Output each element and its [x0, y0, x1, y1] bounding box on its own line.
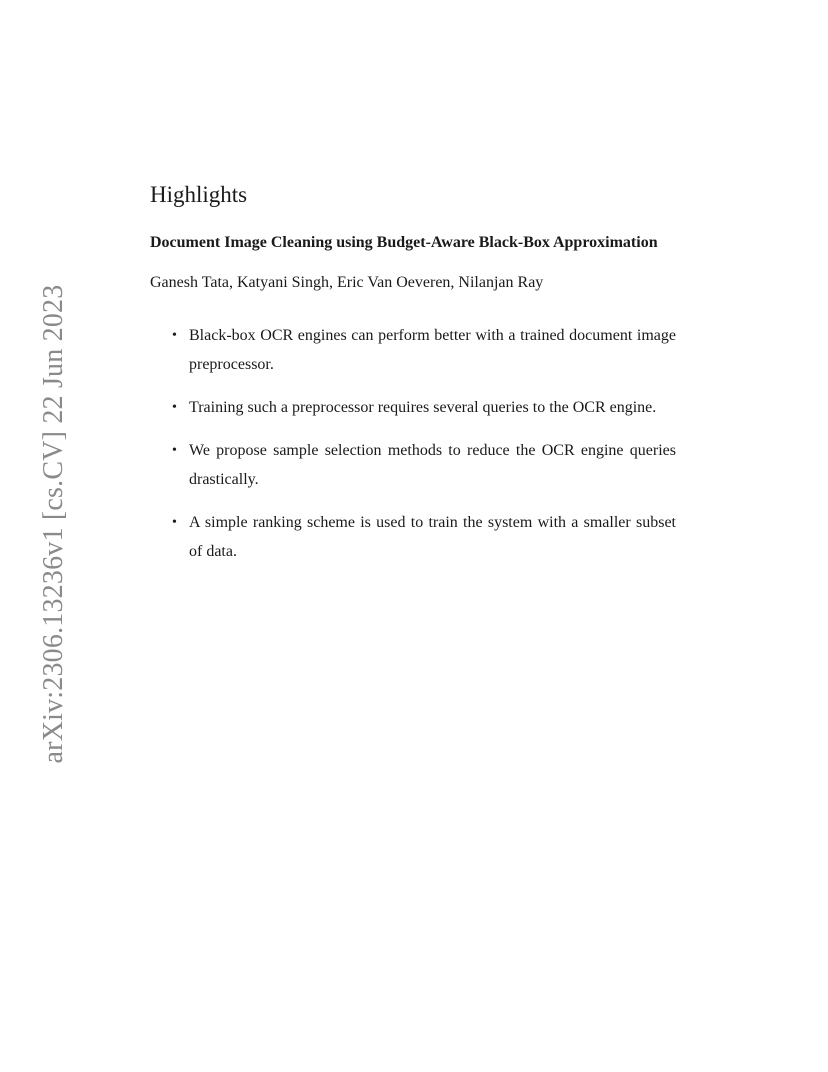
highlight-text: Training such a preprocessor requires several queries to the OCR engine. — [189, 399, 657, 416]
list-item — [150, 393, 676, 422]
bullet-icon: • — [172, 400, 177, 415]
highlight-text: A simple ranking scheme is used to train the system with a smaller subset of data. — [189, 514, 676, 560]
section-heading: Highlights — [150, 182, 248, 207]
list-item — [150, 508, 676, 566]
highlight-text: Black-box OCR engines can perform better with a trained document image preprocessor. — [189, 327, 676, 373]
paper-title: Document Image Cleaning using Budget-Aware Black-Box Approximation — [150, 234, 658, 251]
list-item — [150, 321, 676, 379]
highlight-text: We propose sample selection methods to reduce the OCR engine queries drastically. — [189, 442, 676, 488]
author-list: Ganesh Tata, Katyani Singh, Eric Van Oeveren, Nilanjan Ray — [150, 274, 544, 291]
list-item — [150, 436, 676, 494]
bullet-icon: • — [172, 515, 177, 530]
bullet-icon: • — [172, 328, 177, 343]
highlights-section — [150, 178, 676, 580]
bullet-icon: • — [172, 443, 177, 458]
arxiv-identifier-stamp: arXiv:2306.13236v1 [cs.CV] 22 Jun 2023 — [38, 284, 69, 764]
highlights-list — [150, 321, 676, 566]
